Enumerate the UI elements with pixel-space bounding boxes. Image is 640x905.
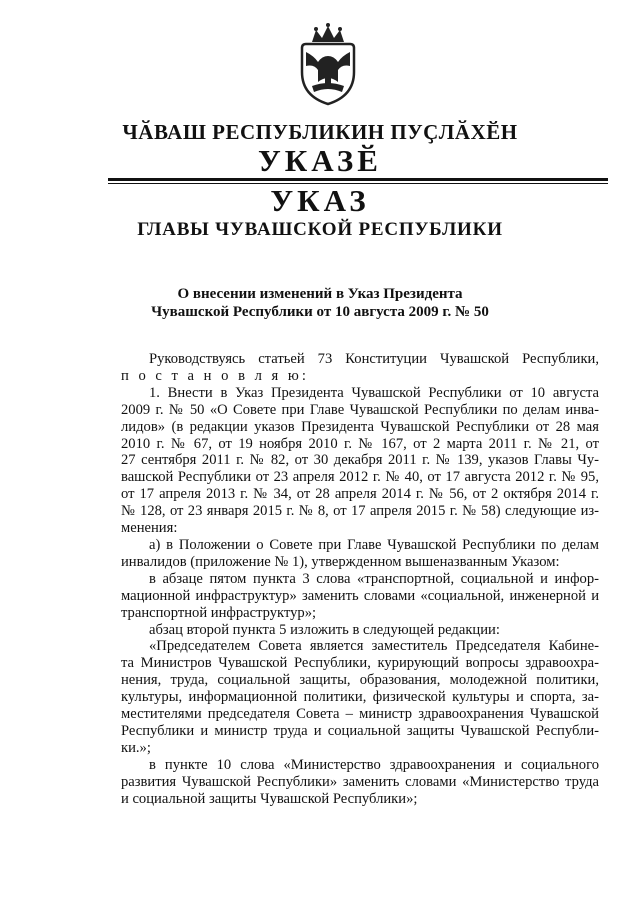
body-line: № 128, от 23 января 2015 г. № 8, от 17 апреля 2015 г. № 58) следующие из- (121, 503, 599, 520)
body-line: развития Чувашской Республики» заменить словами «Министерство труда (121, 773, 599, 790)
decree-title-line2: Чувашской Республики от 10 августа 2009 г. № 50 (151, 304, 489, 320)
body-line: мационной инфраструктур» заменить словами «социальной, инженерной и (121, 587, 599, 604)
body-line: и социальной защиты Чувашской Республики»; (121, 790, 418, 807)
body-line: 1. Внести в Указ Президента Чувашской Республики от 10 августа (149, 384, 599, 401)
body-line: абзац второй пункта 5 изложить в следующей редакции: (149, 621, 500, 638)
chuvash-header-line2: УКАЗӖ (258, 143, 382, 178)
header-divider-thick (108, 178, 608, 181)
body-line: п о с т а н о в л я ю: (121, 367, 309, 384)
body-line: ки.»; (121, 739, 151, 756)
body-line: менения: (121, 520, 178, 537)
decree-title (0, 285, 640, 321)
body-line: в абзаце пятом пункта 3 слова «транспортной, социальной и инфор- (149, 570, 599, 587)
coat-of-arms-emblem (292, 22, 364, 106)
body-line: в пункте 10 слова «Министерство здравоохранения и социального (149, 756, 599, 773)
russian-header-line2: ГЛАВЫ ЧУВАШСКОЙ РЕСПУБЛИКИ (137, 219, 503, 240)
body-line: 2010 г. № 67, от 19 ноября 2010 г. № 167, от 2 марта 2011 г. № 21, от (121, 435, 599, 452)
body-line: а) в Положении о Совете при Главе Чувашской Республики по делам (149, 536, 599, 553)
decree-body (121, 351, 599, 807)
body-line: 2009 г. № 50 «О Совете при Главе Чувашской Республики по делам инва- (121, 401, 599, 418)
body-line: культуры, информационной политики, физической культуры и спорта, за- (121, 689, 599, 706)
decree-title-line1: О внесении изменений в Указ Президента (177, 286, 463, 302)
body-line: Республики и министр труда и социальной защиты Чувашской Республи- (121, 722, 599, 739)
russian-header-line1: УКАЗ (270, 183, 370, 218)
body-line: та Министров Чувашской Республики, курирующий вопросы здравоохра- (121, 655, 599, 672)
body-line: нения, труда, социальной защиты, образования, молодежной политики, (121, 672, 599, 689)
body-line: местителями председателя Совета – министр здравоохранения Чувашской (121, 706, 599, 723)
crown-icon (312, 23, 344, 42)
body-line: транспортной инфраструктур»; (121, 604, 317, 621)
body-line: инвалидов (приложение № 1), утвержденном вышеназванным Указом: (121, 553, 560, 570)
chuvash-header-line1: ЧӐВАШ РЕСПУБЛИКИН ПУҪЛӐХӖН (122, 120, 518, 144)
body-line: вашской Республики от 23 апреля 2012 г. № 40, от 17 августа 2012 г. № 95, (121, 469, 599, 486)
body-line: 27 сентября 2011 г. № 82, от 30 декабря 2011 г. № 139, указов Главы Чу- (121, 452, 599, 469)
body-line: Руководствуясь статьей 73 Конституции Чувашской Республики, (149, 351, 599, 367)
body-line: от 17 апреля 2013 г. № 34, от 28 апреля 2014 г. № 56, от 2 октября 2014 г. (121, 486, 599, 503)
body-line: лидов» (в редакции указов Президента Чувашской Республики от 28 мая (121, 418, 599, 435)
body-line: «Председателем Совета является заместитель Председателя Кабине- (149, 638, 599, 655)
